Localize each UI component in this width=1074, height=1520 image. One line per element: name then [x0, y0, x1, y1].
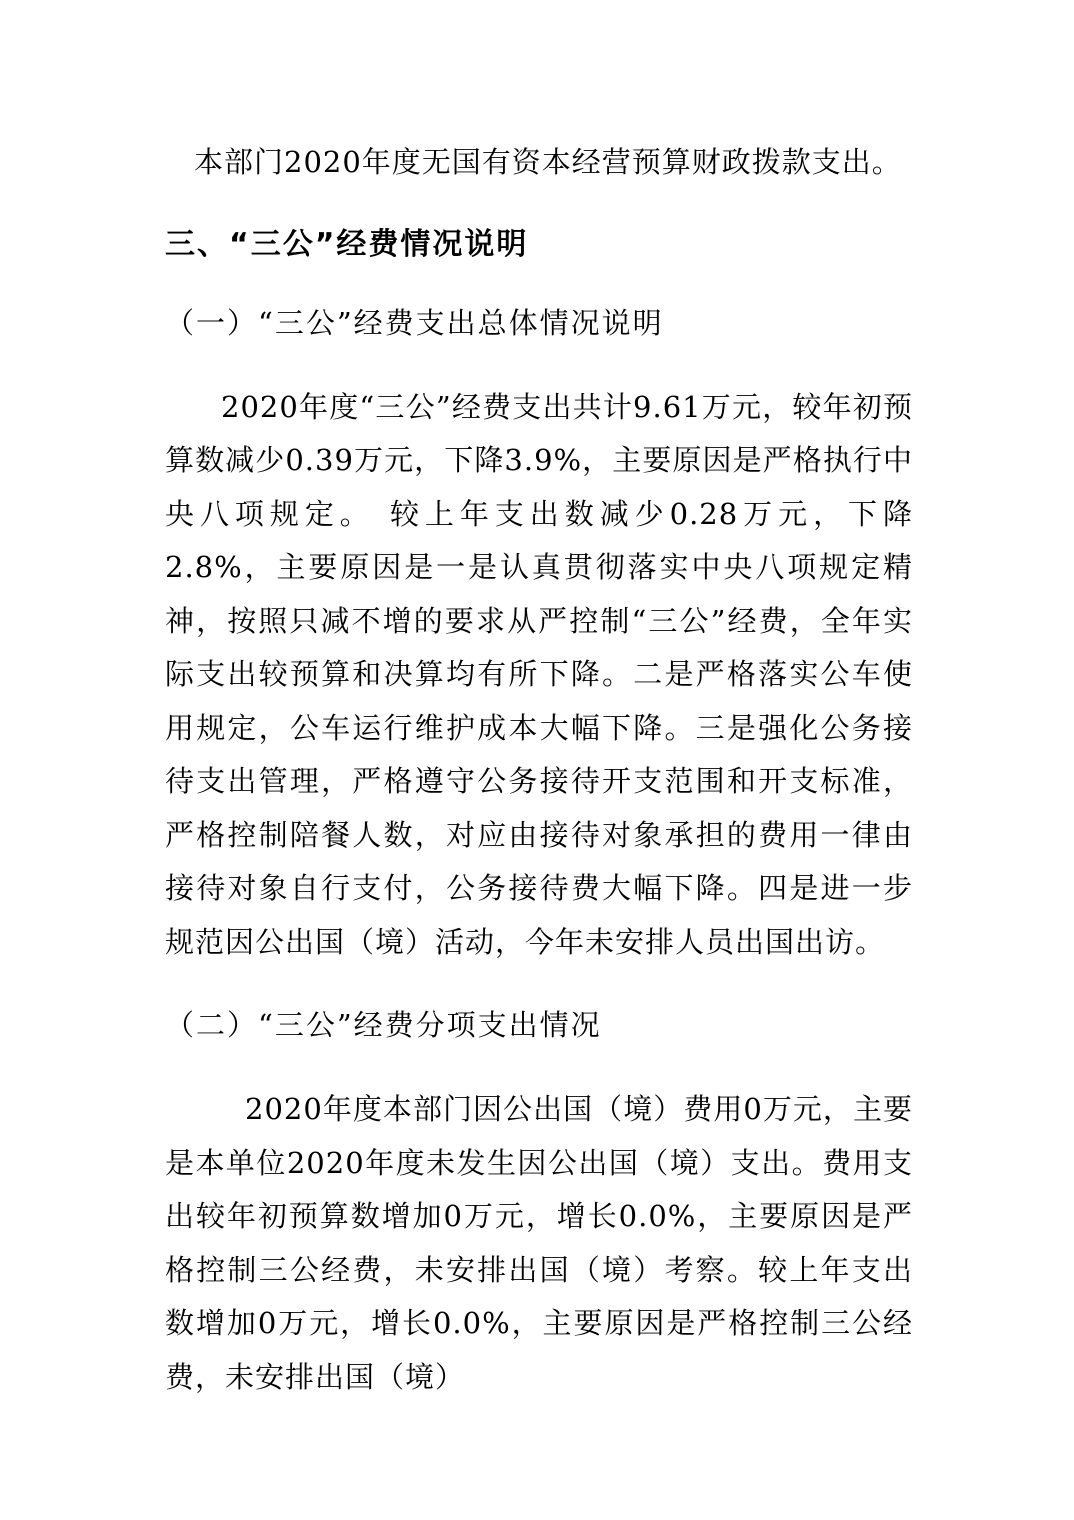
paragraph-no-state-capital-budget: 本部门2020年度无国有资本经营预算财政拨款支出。: [194, 145, 902, 179]
subsection-heading-itemized: （二）“三公”经费分项支出情况: [165, 1008, 602, 1042]
section-heading-three-public-expenses: 三、“三公”经费情况说明: [165, 226, 529, 262]
paragraph-overseas-travel: 2020年度本部门因公出国（境）费用0万元，主要是本单位2020年度未发生因公出国（境）支出。费用支出较年初预算数增加0万元，增长0.0%，主要原因是严格控制三公经费，未安排出国（境）考察。较上年支出数增加0万元，增长0.0%，主要原因是严格控制三公经费，未安排出国（境）: [165, 1092, 913, 1394]
subsection-heading-overall: （一）“三公”经费支出总体情况说明: [165, 305, 664, 340]
paragraph-overall-expenses: 2020年度“三公”经费支出共计9.61万元，较年初预算数减少0.39万元，下降3.9%，主要原因是严格执行中央八项规定。 较上年支出数减少0.28万元，下降2.8%，主要原因是一是认真贯彻落实中央八项规定精神，按照只减不增的要求从严控制“三公”经费，全年实际支出较预算和决算均有所下降。二是严格落实公车使用规定，公车运行维护成本大幅下降。三是强化公务接待支出管理，严格遵守公务接待开支范围和开支标准，严格控制陪餐人数，对应由接待对象承担的费用一律由接待对象自行支付，公务接待费大幅下降。四是进一步规范因公出国（境）活动，今年未安排人员出国出访。: [165, 389, 913, 959]
document-page: [165, 136, 913, 1404]
